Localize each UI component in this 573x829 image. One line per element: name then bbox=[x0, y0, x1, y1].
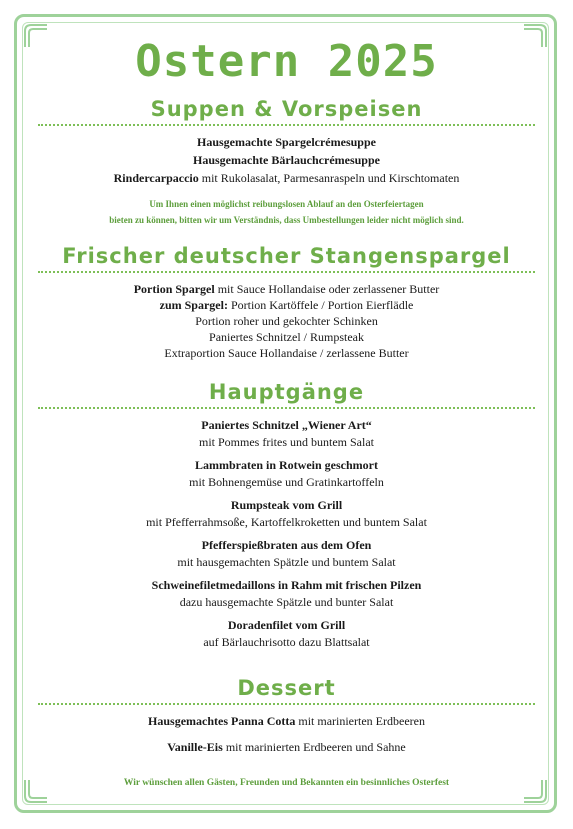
dish-description: auf Bärlauchrisotto dazu Blattsalat bbox=[203, 635, 370, 649]
section-spargel bbox=[38, 243, 535, 361]
dish-description: mit hausgemachten Spätzle und buntem Salat bbox=[177, 555, 396, 569]
menu-item: Hausgemachtes Panna Cotta mit marinierten Erdbeeren bbox=[148, 714, 425, 728]
page-title: Ostern 2025 bbox=[135, 36, 438, 87]
menu-content bbox=[38, 36, 535, 790]
dotted-divider bbox=[38, 124, 535, 126]
menu-item: Vanille-Eis mit marinierten Erdbeeren und Sahne bbox=[167, 740, 406, 754]
menu-item: Hausgemachte Bärlauchcrémesuppe bbox=[193, 153, 380, 167]
dish-description: dazu hausgemachte Spätzle und bunter Salat bbox=[179, 595, 394, 609]
menu-item: Paniertes Schnitzel / Rumpsteak bbox=[209, 330, 364, 344]
dish-name: Paniertes Schnitzel „Wiener Art“ bbox=[201, 418, 372, 432]
section-heading: Suppen & Vorspeisen bbox=[150, 97, 423, 121]
menu-item: Hausgemachte Spargelcrémesuppe bbox=[197, 135, 376, 149]
section-heading: Frischer deutscher Stangenspargel bbox=[62, 244, 511, 268]
dish-description: mit Pfefferrahmsoße, Kartoffelkroketten und buntem Salat bbox=[146, 515, 427, 529]
section-heading: Dessert bbox=[237, 676, 336, 700]
dish-item bbox=[38, 497, 535, 531]
dish-name: Pfefferspießbraten aus dem Ofen bbox=[201, 538, 372, 552]
menu-item: Portion roher und gekochter Schinken bbox=[195, 314, 378, 328]
dotted-divider bbox=[38, 407, 535, 409]
dish-item bbox=[38, 577, 535, 611]
dish-description: mit Pommes frites und buntem Salat bbox=[199, 435, 374, 449]
dish-item bbox=[38, 537, 535, 571]
footer-greeting: Wir wünschen allen Gästen, Freunden und Bekannten ein besinnliches Osterfest bbox=[123, 778, 450, 788]
dotted-divider bbox=[38, 271, 535, 273]
dish-item bbox=[38, 457, 535, 491]
section-heading: Hauptgänge bbox=[208, 380, 365, 404]
dotted-divider bbox=[38, 703, 535, 705]
dish-name: Schweinefiletmedaillons in Rahm mit frischen Pilzen bbox=[151, 578, 422, 592]
menu-item: zum Spargel: Portion Kartöffele / Portion Eierflädle bbox=[159, 298, 414, 312]
section-dessert bbox=[38, 675, 535, 755]
section-suppen bbox=[38, 96, 535, 227]
notice: Um Ihnen einen möglichst reibungslosen Ablauf an den Osterfeiertagen bieten zu können, bitten wir um Verständnis, dass Umbestellungen leider nicht möglich sind. bbox=[109, 199, 464, 225]
section-haupt bbox=[38, 379, 535, 651]
dish-description: mit Bohnengemüse und Gratinkartoffeln bbox=[189, 475, 384, 489]
dish-name: Lammbraten in Rotwein geschmort bbox=[195, 458, 378, 472]
menu-item: Extraportion Sauce Hollandaise / zerlassene Butter bbox=[164, 346, 409, 360]
menu-item: Rindercarpaccio mit Rukolasalat, Parmesanraspeln und Kirschtomaten bbox=[113, 171, 460, 185]
menu-item: Portion Spargel mit Sauce Hollandaise oder zerlassener Butter bbox=[133, 282, 440, 296]
dish-name: Doradenfilet vom Grill bbox=[227, 618, 346, 632]
dish-item bbox=[38, 617, 535, 651]
dish-name: Rumpsteak vom Grill bbox=[230, 498, 343, 512]
dish-item bbox=[38, 417, 535, 451]
